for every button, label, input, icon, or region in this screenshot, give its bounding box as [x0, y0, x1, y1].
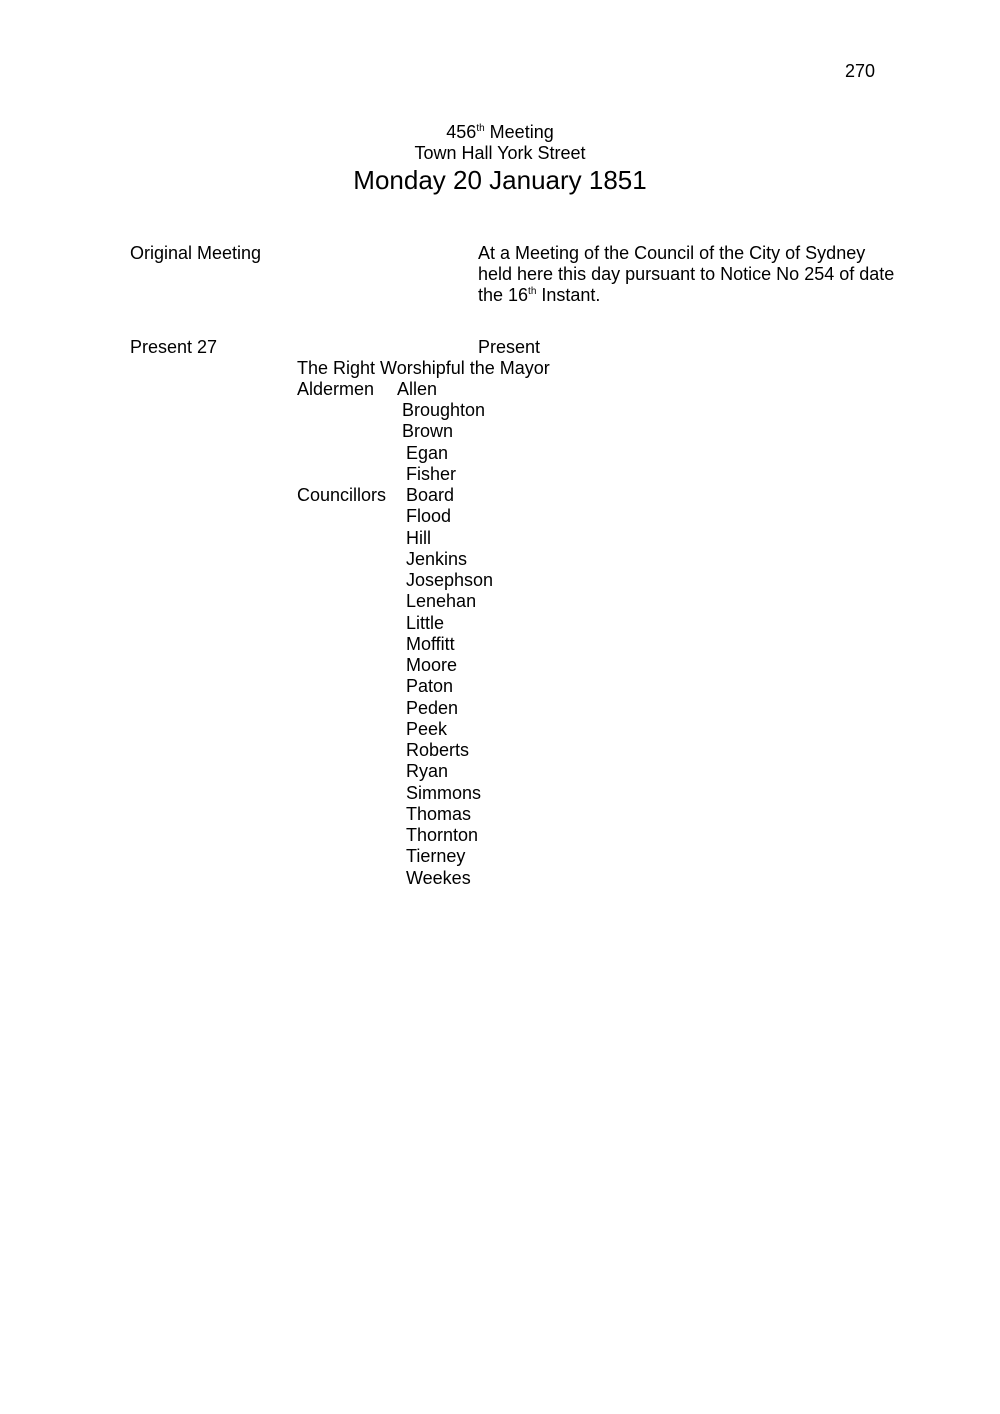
alderman-name: Brown	[402, 421, 454, 441]
minute-line-3	[478, 285, 600, 306]
councillor-name: Board	[406, 485, 455, 505]
councillor-name: Simmons	[406, 782, 482, 803]
alderman-name: Broughton	[402, 400, 486, 420]
minute-line-1: At a Meeting of the Council of the City of Sydney	[478, 243, 866, 263]
minute-line-2: held here this day pursuant to Notice No 254 of date	[478, 264, 895, 284]
councillor-name: Paton	[406, 676, 454, 697]
councillor-name: Moffitt	[406, 633, 455, 654]
alderman-name: Fisher	[406, 464, 457, 484]
councillors-label: Councillors	[297, 485, 387, 505]
councillor-name: Ryan	[406, 761, 449, 782]
meeting-date-title: Monday 20 January 1851	[353, 165, 647, 195]
meeting-venue: Town Hall York Street	[414, 143, 586, 163]
minute-line-3-suffix: th	[528, 286, 537, 297]
councillor-name: Josephson	[406, 570, 494, 590]
margin-label-present: Present 27	[130, 337, 218, 357]
present-heading: Present	[478, 337, 541, 357]
councillor-name: Little	[406, 612, 445, 633]
councillor-name: Thomas	[406, 803, 472, 824]
councillors-list	[406, 485, 493, 889]
meeting-number-value: 456	[446, 122, 477, 142]
page-number: 270	[845, 61, 876, 81]
councillor-name: Peek	[406, 718, 448, 739]
councillor-name: Moore	[406, 655, 458, 675]
mayor-line: The Right Worshipful the Mayor	[297, 358, 550, 378]
alderman-name: Allen	[397, 379, 438, 399]
alderman-name: Egan	[406, 443, 449, 463]
meeting-word: Meeting	[484, 122, 554, 142]
meeting-number	[0, 122, 1000, 143]
councillor-name: Weekes	[406, 867, 471, 888]
councillor-name: Jenkins	[406, 548, 468, 569]
minute-line-3-post: Instant.	[536, 285, 601, 305]
minute-line-3-pre: the 16	[478, 285, 529, 305]
aldermen-label: Aldermen	[297, 379, 375, 399]
councillor-name: Hill	[406, 527, 431, 548]
councillor-name: Thornton	[406, 825, 479, 845]
councillor-name: Peden	[406, 697, 459, 718]
councillor-name: Tierney	[406, 846, 466, 867]
councillor-name: Roberts	[406, 740, 470, 760]
councillor-name: Flood	[406, 506, 452, 527]
meeting-number-suffix: th	[476, 123, 485, 134]
margin-label-original-meeting: Original Meeting	[130, 243, 262, 263]
councillor-name: Lenehan	[406, 591, 477, 612]
